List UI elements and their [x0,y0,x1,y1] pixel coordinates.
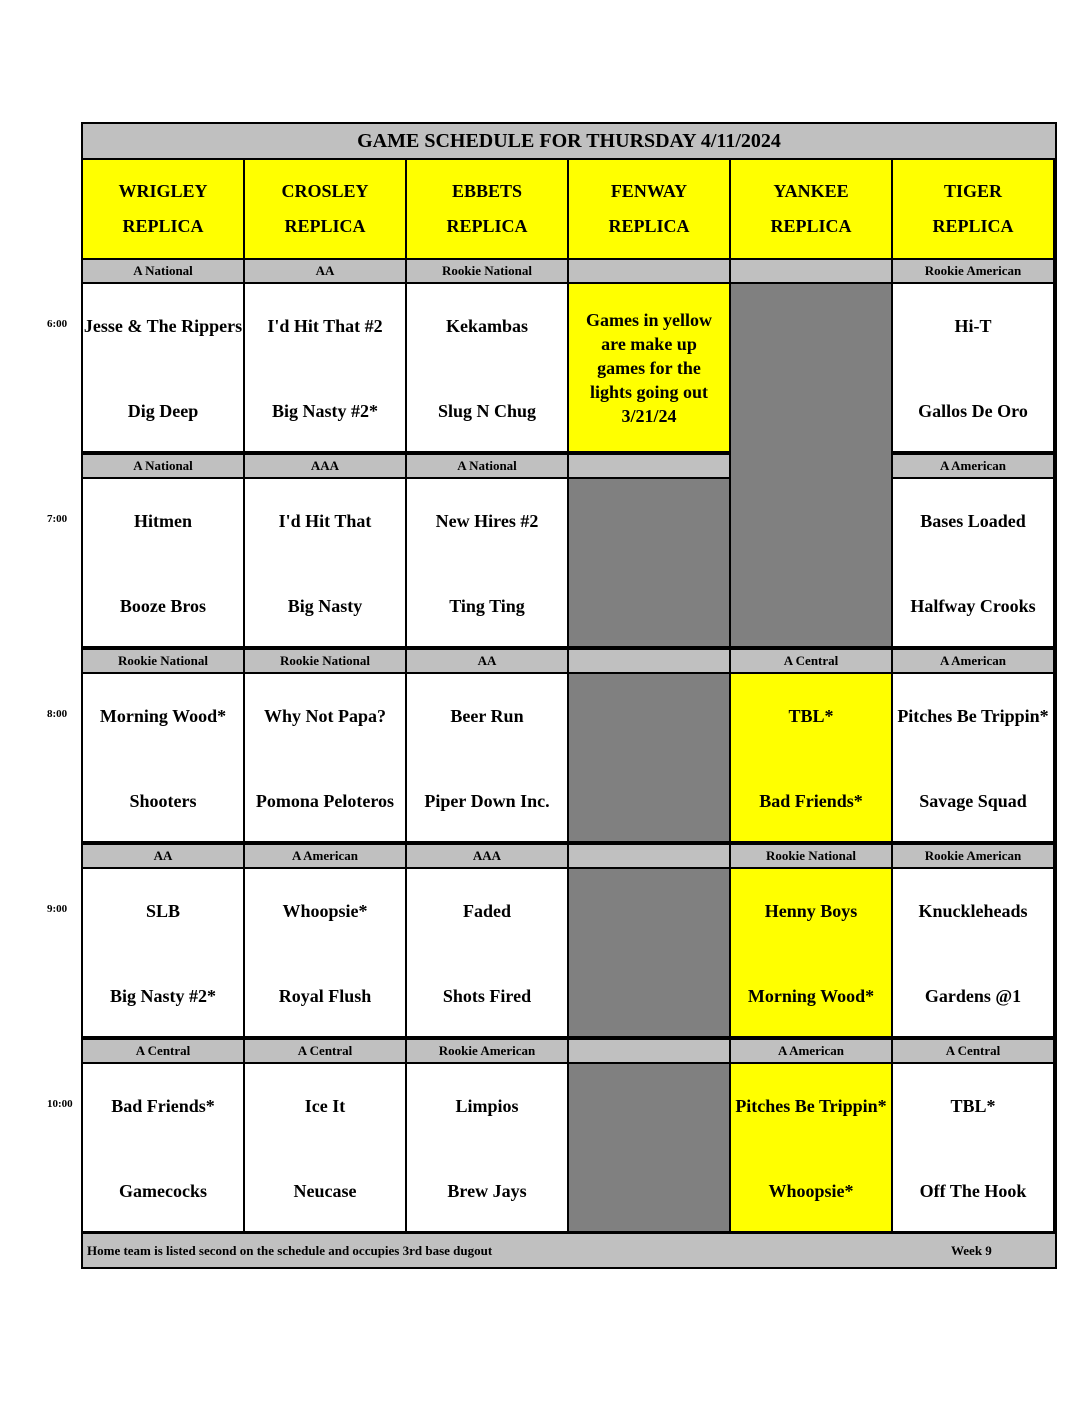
away-team: SLB [145,901,181,921]
league-label: AAA [245,455,405,477]
slot-time: 9:00 [47,903,68,915]
home-team: Piper Down Inc. [424,791,550,811]
league-label: Rookie American [407,1040,567,1062]
home-team: Dig Deep [127,401,199,421]
game-cell [407,869,567,1036]
week-label: Week 9 [951,1243,992,1258]
park-sub: REPLICA [932,216,1014,236]
away-team: Kekambas [445,316,528,336]
away-team: Hitmen [134,511,192,531]
home-team-note: Home team is listed second on the schedule and occupies 3rd base dugout [87,1243,493,1258]
blocked-cell [569,674,729,841]
home-team: Bad Friends* [759,791,863,811]
game-cell [893,1064,1053,1231]
league-label: Rookie National [245,650,405,672]
home-team: Booze Bros [119,596,207,616]
park-name: TIGER [943,181,1003,201]
league-label: Rookie National [83,650,243,672]
league-label [569,650,729,672]
league-label [569,845,729,867]
league-label: Rookie National [407,260,567,282]
game-cell [83,479,243,646]
home-team: Ting Ting [449,596,525,616]
away-team: Pitches Be Trippin* [735,1096,887,1116]
park-name: CROSLEY [281,181,369,201]
game-cell [245,869,405,1036]
blocked-cell [569,869,729,1036]
league-label: A American [893,650,1053,672]
league-label: Rookie National [731,845,891,867]
league-label: A American [731,1040,891,1062]
league-label: A American [893,455,1053,477]
slot-time: 6:00 [47,318,68,330]
away-team: Limpios [455,1096,519,1116]
blocked-cell [569,479,729,646]
league-label: A Central [83,1040,243,1062]
park-header [731,160,891,258]
game-cell [893,674,1053,841]
league-label: A National [407,455,567,477]
league-label: A Central [245,1040,405,1062]
park-header [245,160,405,258]
league-label: AA [245,260,405,282]
makeup-game-cell [731,674,891,841]
away-team: Beer Run [450,706,524,726]
league-label [731,260,891,282]
park-name: YANKEE [773,181,849,201]
game-cell [245,284,405,451]
league-label: A Central [731,650,891,672]
game-cell [83,284,243,451]
away-team: New Hires #2 [435,511,539,531]
park-sub: REPLICA [284,216,366,236]
game-cell [83,674,243,841]
home-team: Whoopsie* [768,1181,854,1201]
game-cell [245,674,405,841]
slot-time: 8:00 [47,708,68,720]
makeup-game-cell [731,869,891,1036]
park-name: FENWAY [610,181,688,201]
game-cell [407,1064,567,1231]
away-team: Hi-T [954,316,992,336]
league-label: A American [245,845,405,867]
league-label [569,260,729,282]
blocked-cell [569,1064,729,1231]
home-team: Big Nasty #2* [109,986,216,1006]
away-team: I'd Hit That [278,511,372,531]
game-cell [245,1064,405,1231]
park-sub: REPLICA [446,216,528,236]
game-cell [407,479,567,646]
home-team: Morning Wood* [747,986,875,1006]
away-team: TBL* [788,706,834,726]
league-label [569,455,729,477]
away-team: I'd Hit That #2 [267,316,383,336]
home-team: Gardens @1 [924,986,1022,1006]
time-column [0,0,82,1408]
home-team: Savage Squad [919,791,1027,811]
away-team: Henny Boys [764,901,858,921]
park-header [893,160,1053,258]
blocked-cell [731,284,891,646]
home-team: Big Nasty #2* [271,401,378,421]
away-team: Morning Wood* [99,706,227,726]
home-team: Pomona Peloteros [255,791,395,811]
league-label: AA [407,650,567,672]
away-team: Ice It [304,1096,346,1116]
park-header [83,160,243,258]
league-label: A National [83,260,243,282]
schedule-footer [83,1234,1055,1267]
league-label: Rookie American [893,845,1053,867]
makeup-game-cell [731,1064,891,1231]
park-header [407,160,567,258]
home-team: Gallos De Oro [918,401,1028,421]
park-header [569,160,729,258]
away-team: Knuckleheads [918,901,1028,921]
game-cell [407,284,567,451]
schedule-title: GAME SCHEDULE FOR THURSDAY 4/11/2024 [83,124,1055,158]
park-sub: REPLICA [122,216,204,236]
league-label: AAA [407,845,567,867]
home-team: Big Nasty [287,596,363,616]
makeup-note: Games in yellow are make up games for the lights going out 3/21/24 [569,284,729,451]
schedule-table [81,122,1057,1269]
game-cell [893,869,1053,1036]
slot-time: 10:00 [47,1098,73,1110]
game-cell [83,869,243,1036]
league-label [569,1040,729,1062]
away-team: Why Not Papa? [263,706,386,726]
game-cell [893,479,1053,646]
league-label: A National [83,455,243,477]
home-team: Royal Flush [278,986,372,1006]
away-team: TBL* [950,1096,996,1116]
home-team: Shots Fired [442,986,532,1006]
home-team: Slug N Chug [437,401,537,421]
league-label: AA [83,845,243,867]
away-team: Pitches Be Trippin* [897,706,1049,726]
league-label: A Central [893,1040,1053,1062]
away-team: Bad Friends* [111,1096,215,1116]
game-cell [893,284,1053,451]
home-team: Halfway Crooks [910,596,1036,616]
park-name: WRIGLEY [118,181,208,201]
park-sub: REPLICA [770,216,852,236]
away-team: Faded [462,901,511,921]
away-team: Bases Loaded [920,511,1026,531]
park-name: EBBETS [451,181,523,201]
home-team: Off The Hook [919,1181,1027,1201]
home-team: Gamecocks [119,1181,207,1201]
game-cell [407,674,567,841]
league-label: Rookie American [893,260,1053,282]
game-cell [245,479,405,646]
away-team: Whoopsie* [282,901,368,921]
slot-time: 7:00 [47,513,68,525]
away-team: Jesse & The Rippers [83,316,243,336]
park-sub: REPLICA [608,216,690,236]
home-team: Brew Jays [447,1181,527,1201]
home-team: Shooters [129,791,197,811]
home-team: Neucase [293,1181,357,1201]
game-cell [83,1064,243,1231]
